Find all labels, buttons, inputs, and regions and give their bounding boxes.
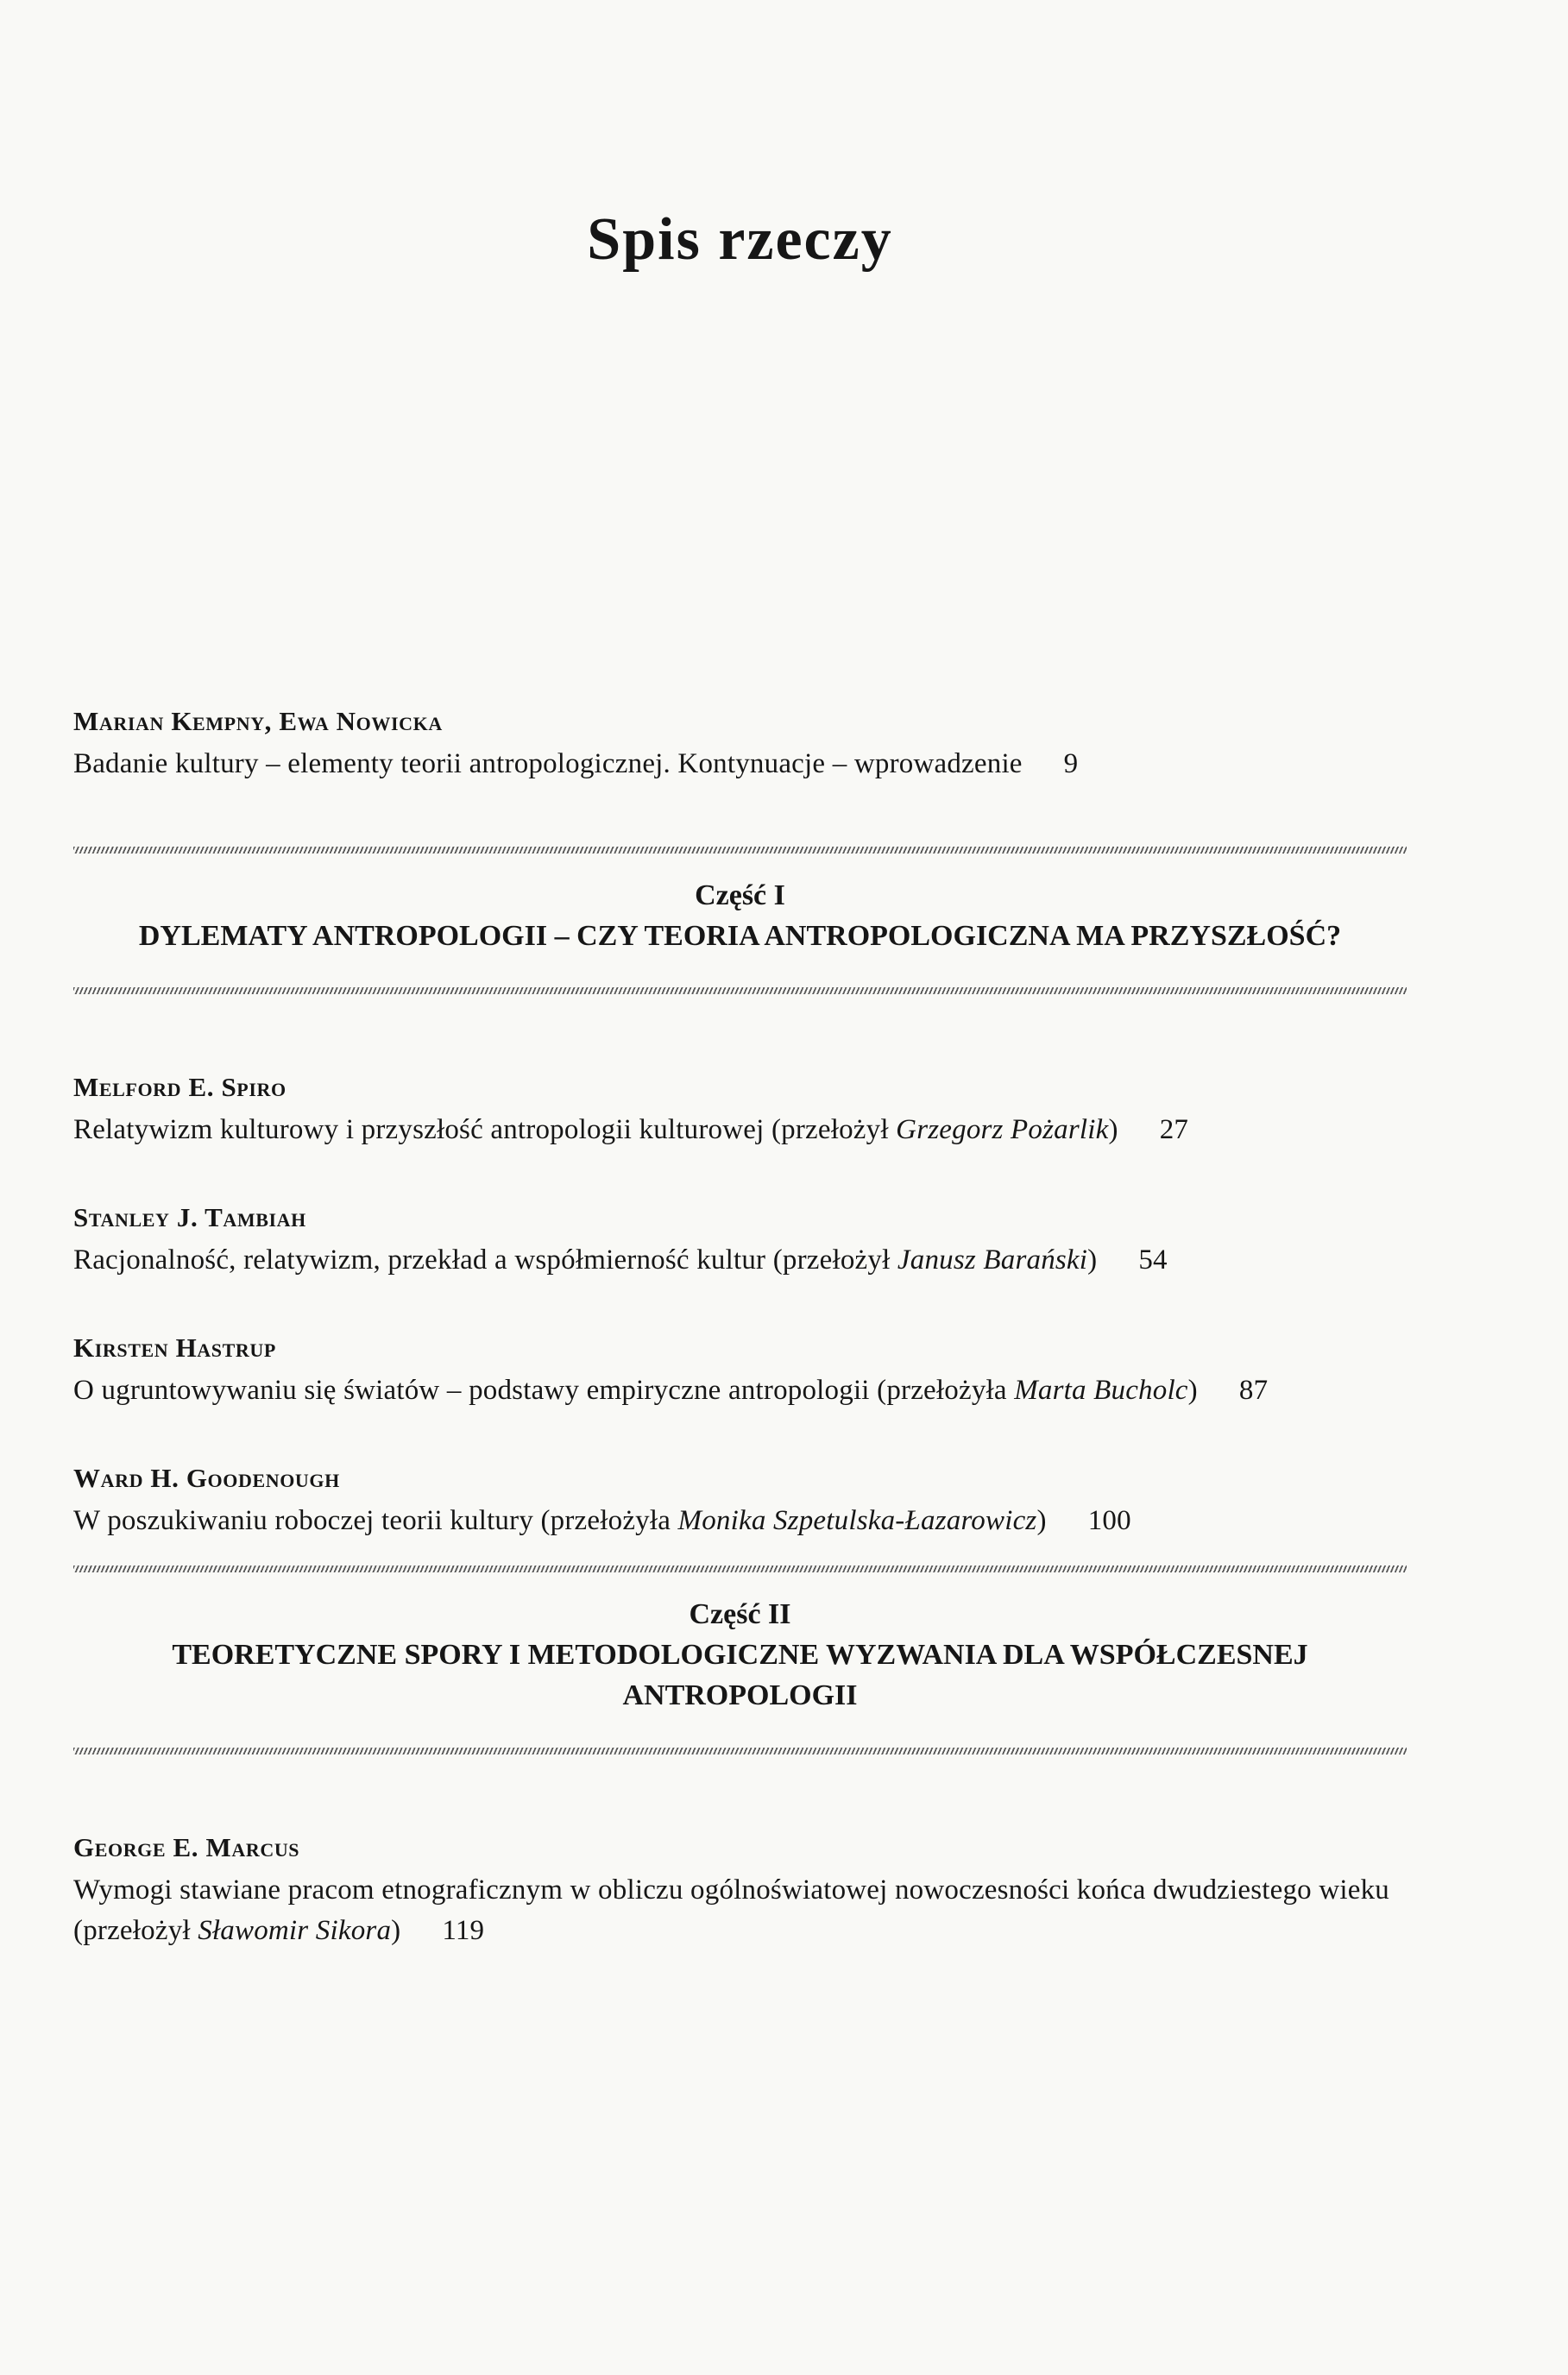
entry-translator-name: Marta Bucholc [1014,1375,1188,1407]
part-2-label: Część II [689,1597,791,1630]
toc-entry [73,1072,1407,1150]
decorative-rule [73,847,1407,854]
entry-translator-name: Grzegorz Pożarlik [896,1114,1109,1146]
decorative-rule [73,987,1407,994]
part-2-heading [73,1598,1407,1717]
entry-text-main: Badanie kultury – elementy teorii antropologicznej. Kontynuacje – wprowadzenie [73,748,1023,779]
toc-entry [73,1202,1407,1281]
toc-entry-intro [73,706,1407,784]
entry-translator-name: Janusz Barański [897,1244,1088,1276]
entry-text-main: Relatywizm kulturowy i przyszłość antropologii kulturowej (przełożył [73,1114,897,1146]
toc-page [73,0,1407,1951]
entry-authors: Melford E. Spiro [73,1072,287,1103]
page-title: Spis rzeczy [587,206,893,273]
entry-page-number: 119 [442,1914,485,1946]
entry-text-close: ) [1087,1244,1098,1276]
entry-text-close: ) [1036,1505,1047,1537]
entry-text-close: ) [1108,1114,1118,1146]
entry-text [73,1370,1407,1411]
entry-text [73,1240,1407,1281]
entry-text [73,1110,1407,1150]
entry-text-main: Wymogi stawiane pracom etnograficznym w obliczu ogólnoświatowej nowoczesności końca dwudziestego wieku (przełożył [73,1874,1389,1946]
toc-entry [73,1332,1407,1411]
entry-text [73,1501,1407,1541]
entry-page-number: 87 [1238,1375,1269,1407]
entry-text [73,744,1407,784]
part-1-label: Część I [695,879,785,911]
entry-authors: George E. Marcus [73,1832,300,1863]
entry-text-main: W poszukiwaniu roboczej teorii kultury (przełożyła [73,1505,678,1537]
part-1-entries [73,1072,1407,1540]
entry-page-number: 100 [1087,1505,1131,1537]
entry-authors: Ward H. Goodenough [73,1463,340,1494]
entry-text-main: Racjonalność, relatywizm, przekład a współmierność kultur (przełożył [73,1244,897,1276]
part-1-heading [73,879,1407,957]
decorative-rule [73,1565,1407,1572]
entry-authors: Marian Kempny, Ewa Nowicka [73,706,443,736]
entry-text-close: ) [391,1914,401,1946]
part-2-entries [73,1832,1407,1951]
entry-authors: Stanley J. Tambiah [73,1202,306,1233]
entry-page-number: 9 [1063,748,1079,779]
entry-text-main: O ugruntowywaniu się światów – podstawy empiryczne antropologii (przełożyła [73,1375,1015,1407]
toc-entry [73,1463,1407,1541]
part-1-title: DYLEMATY ANTROPOLOGII – CZY TEORIA ANTROPOLOGICZNA MA PRZYSZŁOŚĆ? [138,919,1342,952]
entry-authors: Kirsten Hastrup [73,1332,276,1364]
entry-text [73,1870,1407,1951]
entry-page-number: 54 [1138,1244,1168,1276]
decorative-rule [73,1748,1407,1754]
entry-text-close: ) [1187,1375,1198,1407]
entry-page-number: 27 [1159,1114,1189,1146]
entry-translator-name: Monika Szpetulska-Łazarowicz [677,1505,1037,1537]
entry-translator-name: Sławomir Sikora [198,1914,392,1946]
toc-entry [73,1832,1407,1951]
part-2-title: TEORETYCZNE SPORY I METODOLOGICZNE WYZWANIA DLA WSPÓŁCZESNEJ ANTROPOLOGII [172,1638,1308,1712]
